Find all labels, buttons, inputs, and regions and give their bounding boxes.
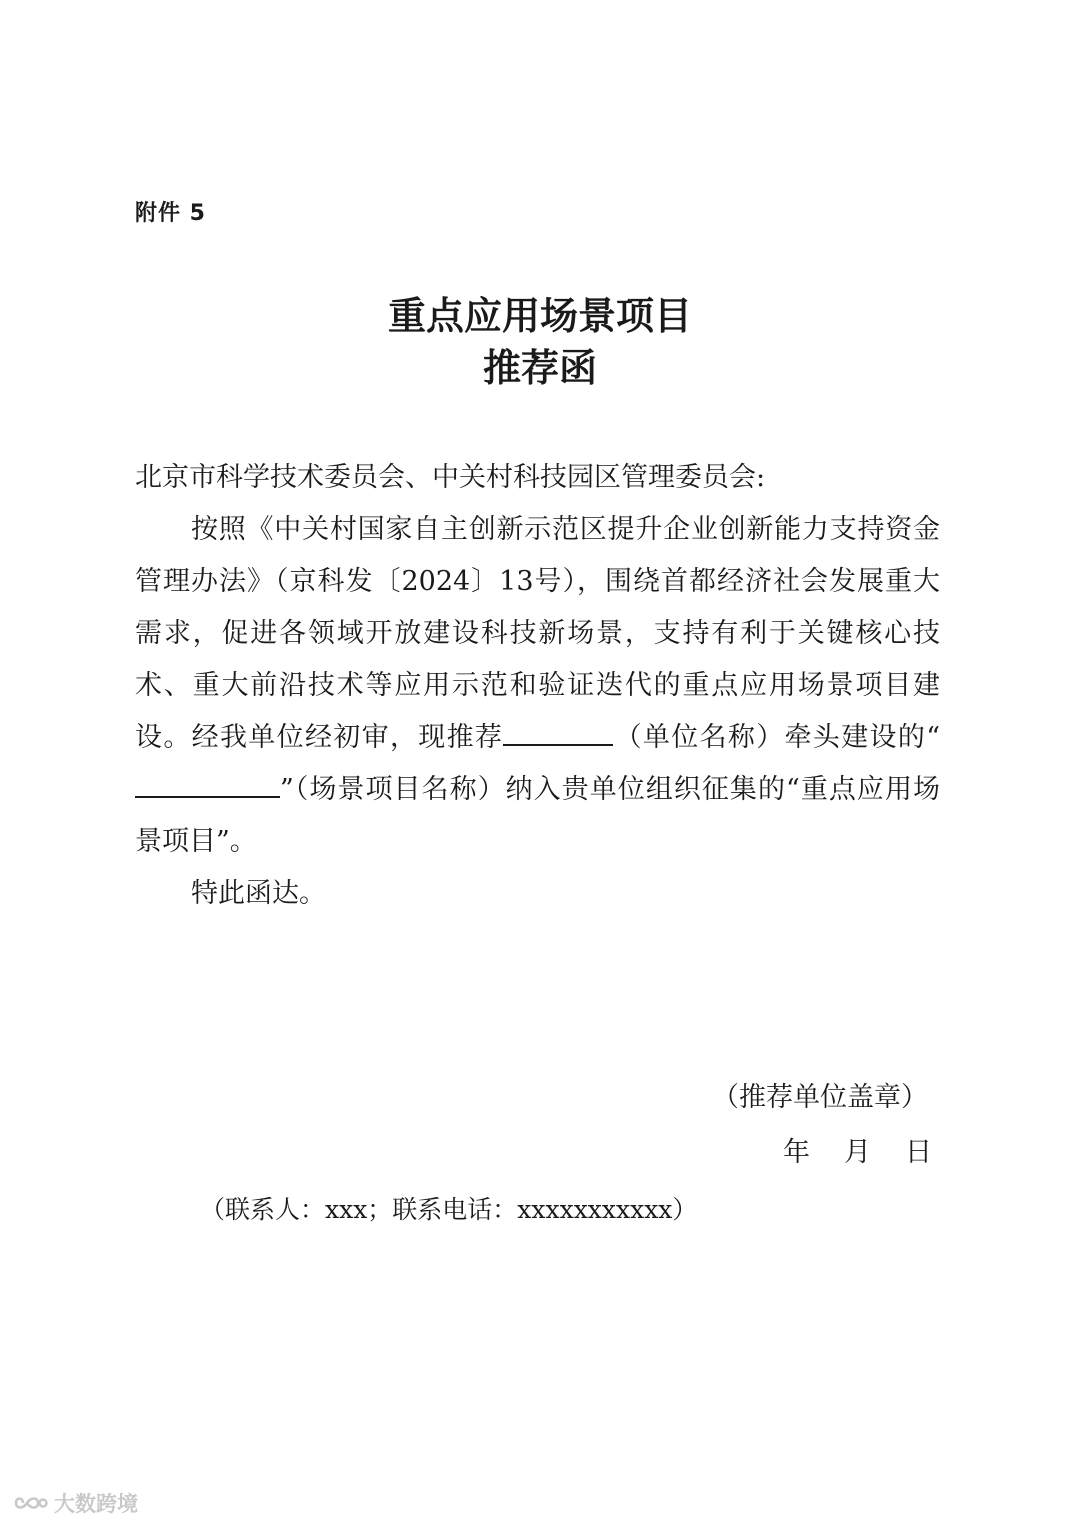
- main-paragraph-part-1: 按照《中关村国家自主创新示范区提升企业创新能力支持资金管理办法》（京科发〔2024〕13号），围绕首都经济社会发展重大需求，促进各领域开放建设科技新场景，支持有利于关键核心技术、重大前沿技术等应用示范和验证迭代的重点应用场景项目建设。经我单位经初审，现推荐: [135, 514, 940, 753]
- date-line: [783, 1127, 932, 1179]
- seal-note: （推荐单位盖章）: [712, 1082, 928, 1113]
- unit-name-blank: [503, 718, 613, 746]
- document-title: [0, 290, 1080, 394]
- salutation: 北京市科学技术委员会、中关村科技园区管理委员会:: [135, 462, 766, 493]
- letter-body: [135, 452, 940, 920]
- watermark: [14, 1488, 138, 1518]
- closing-paragraph: 特此函达。: [191, 878, 326, 909]
- attachment-label: 附件 5: [135, 201, 206, 226]
- watermark-text: 大数跨境: [54, 1492, 138, 1516]
- title-line-2: 推荐函: [482, 345, 597, 390]
- date-year: 年: [783, 1137, 810, 1168]
- title-line-1: 重点应用场景项目: [387, 293, 692, 338]
- contact-info: （联系人：xxx；联系电话：xxxxxxxxxxx）: [200, 1195, 698, 1224]
- main-paragraph: [135, 504, 940, 868]
- project-name-blank: [135, 770, 280, 798]
- main-paragraph-part-2: （单位名称）牵头建设的“: [613, 722, 940, 753]
- date-month: 月: [844, 1137, 871, 1168]
- main-paragraph-part-3: ”（场景项目名称）纳入贵单位组织征集的“重点应用场景项目”。: [135, 774, 940, 857]
- date-day: 日: [905, 1137, 932, 1168]
- infinity-logo-icon: [14, 1492, 48, 1514]
